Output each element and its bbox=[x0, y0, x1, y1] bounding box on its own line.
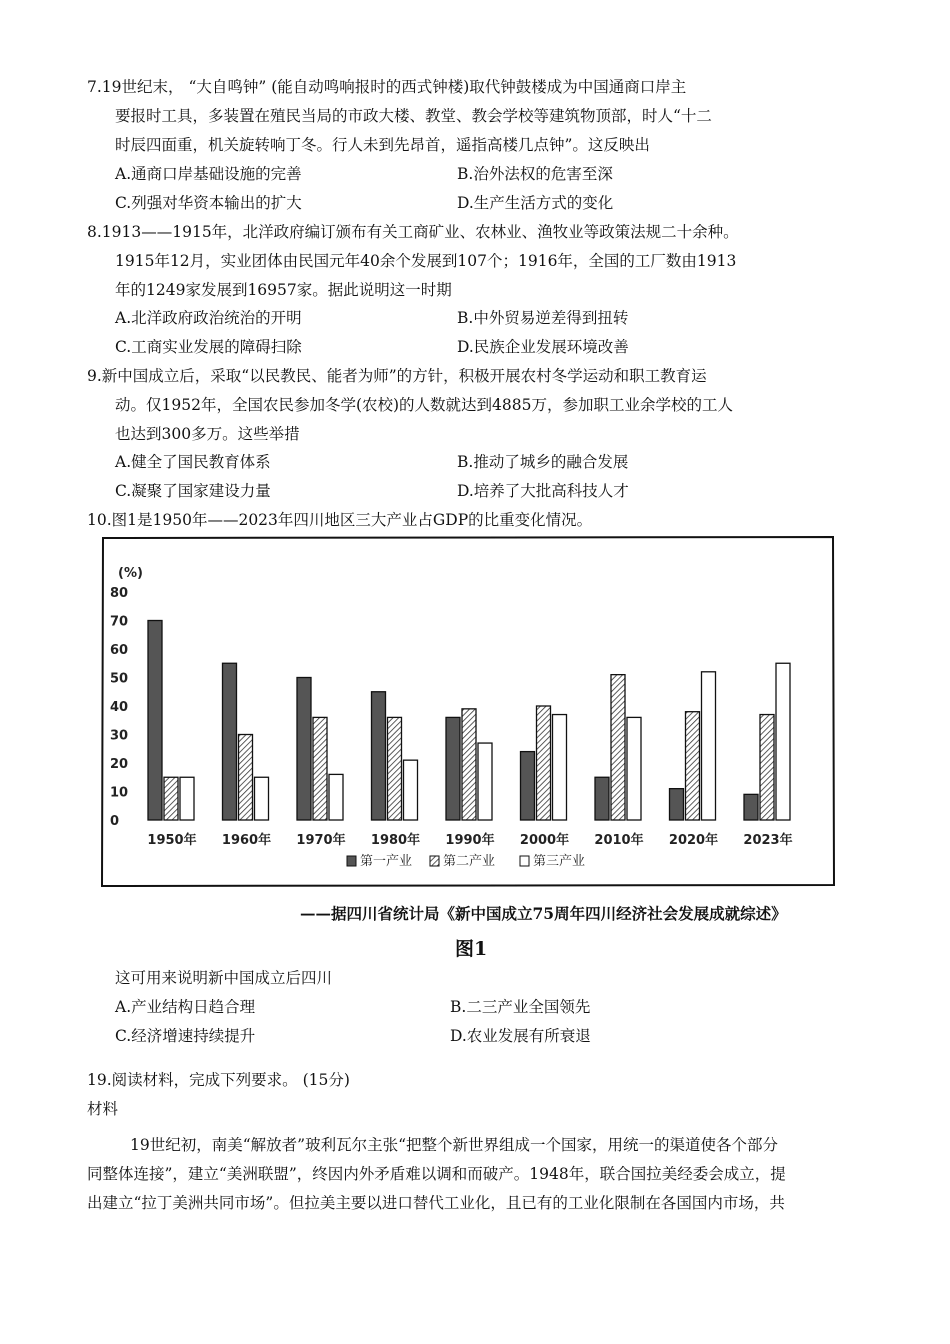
q19-line-2: 同整体连接”，建立“美洲联盟”，终因内外矛盾难以调和而破产。1948年，联合国拉美经委会成立，提 bbox=[87, 1165, 786, 1183]
q7-option-c[interactable]: C.列强对华资本输出的扩大 bbox=[115, 194, 302, 212]
q10-option-d[interactable]: D.农业发展有所衰退 bbox=[450, 1027, 591, 1045]
bar-第二产业-2000年 bbox=[537, 706, 551, 820]
q7-option-a[interactable]: A.通商口岸基础设施的完善 bbox=[115, 165, 302, 183]
y-tick-label: 70 bbox=[110, 614, 129, 630]
q8-option-c[interactable]: C.工商实业发展的障碍扫除 bbox=[115, 338, 302, 356]
bar-第二产业-1990年 bbox=[462, 709, 476, 820]
q10-stem: 这可用来说明新中国成立后四川 bbox=[115, 969, 333, 987]
legend-swatch-第一产业 bbox=[347, 856, 356, 866]
q9-line-3: 也达到300多万。这些举措 bbox=[115, 425, 300, 443]
x-tick-label: 1970年 bbox=[296, 833, 346, 848]
bar-第二产业-1960年 bbox=[239, 735, 253, 821]
q10-intro: 10.图1是1950年——2023年四川地区三大产业占GDP的比重变化情况。 bbox=[87, 511, 593, 529]
q7-option-d[interactable]: D.生产生活方式的变化 bbox=[457, 194, 614, 212]
bar-第一产业-2020年 bbox=[670, 789, 684, 820]
q8-option-b[interactable]: B.中外贸易逆差得到扭转 bbox=[457, 309, 629, 327]
q19-material-label: 材料 bbox=[87, 1100, 119, 1118]
bar-chart bbox=[100, 535, 836, 888]
x-tick-label: 1950年 bbox=[147, 833, 197, 848]
bar-第三产业-1970年 bbox=[329, 774, 343, 820]
bar-第三产业-1950年 bbox=[180, 777, 194, 820]
q9-option-d[interactable]: D.培养了大批高科技人才 bbox=[457, 482, 629, 500]
x-tick-label: 1990年 bbox=[445, 833, 495, 848]
x-tick-label: 1960年 bbox=[221, 833, 272, 848]
q8-option-d[interactable]: D.民族企业发展环境改善 bbox=[457, 338, 629, 356]
y-tick-label: 20 bbox=[110, 757, 129, 772]
bar-第二产业-2020年 bbox=[686, 712, 700, 820]
q8-line-1: 8.1913——1915年，北洋政府编订颁布有关工商矿业、农林业、渔牧业等政策法规二十余种。 bbox=[87, 223, 739, 241]
y-axis-unit-label: (%) bbox=[118, 566, 143, 581]
bar-第二产业-2023年 bbox=[760, 715, 774, 820]
q10-option-a[interactable]: A.产业结构日趋合理 bbox=[115, 998, 256, 1016]
bar-第二产业-1970年 bbox=[313, 717, 327, 820]
legend-swatch-第三产业 bbox=[520, 856, 529, 866]
x-tick-label: 2000年 bbox=[519, 833, 570, 848]
bar-第三产业-2000年 bbox=[553, 715, 567, 820]
x-tick-label: 2023年 bbox=[743, 833, 793, 848]
q7-line-3: 时辰四面重，机关旋转响丁冬。行人未到先昂首，遥指高楼几点钟”。这反映出 bbox=[115, 136, 650, 154]
x-tick-label: 2020年 bbox=[668, 833, 719, 848]
q9-line-2: 动。仅1952年，全国农民参加冬学(农校)的人数就达到4885万，参加职工业余学校的工人 bbox=[115, 396, 733, 414]
q8-line-3: 年的1249家发展到16957家。据此说明这一时期 bbox=[115, 281, 452, 299]
q19-line-3: 出建立“拉丁美洲共同市场”。但拉美主要以进口替代工业化，且已有的工业化限制在各国国内市场，共 bbox=[87, 1194, 785, 1212]
bar-第三产业-1980年 bbox=[404, 760, 418, 820]
y-tick-label: 50 bbox=[110, 671, 129, 687]
bar-第三产业-2010年 bbox=[627, 717, 641, 820]
legend-swatch-第二产业 bbox=[430, 856, 439, 866]
q9-option-c[interactable]: C.凝聚了国家建设力量 bbox=[115, 482, 271, 500]
y-tick-label: 30 bbox=[110, 728, 129, 744]
chart-figure bbox=[100, 535, 836, 888]
q7-line-2: 要报时工具，多装置在殖民当局的市政大楼、教堂、教会学校等建筑物顶部，时人“十二 bbox=[115, 107, 712, 125]
figure-label: 图1 bbox=[455, 938, 488, 960]
q7-line-1: 7.19世纪末， “大自鸣钟” (能自动鸣响报时的西式钟楼)取代钟鼓楼成为中国通商口岸主 bbox=[87, 78, 687, 96]
q19-line-1: 19世纪初，南美“解放者”玻利瓦尔主张“把整个新世界组成一个国家，用统一的渠道使各个部分 bbox=[130, 1136, 778, 1154]
bar-第二产业-2010年 bbox=[611, 675, 625, 820]
bar-第二产业-1980年 bbox=[388, 717, 402, 820]
q7-option-b[interactable]: B.治外法权的危害至深 bbox=[457, 165, 613, 183]
y-tick-label: 10 bbox=[110, 785, 129, 801]
q10-option-c[interactable]: C.经济增速持续提升 bbox=[115, 1027, 256, 1045]
bar-第一产业-1950年 bbox=[148, 621, 162, 821]
bar-第三产业-1990年 bbox=[478, 743, 492, 820]
q19-title: 19.阅读材料，完成下列要求。 (15分) bbox=[87, 1071, 350, 1089]
x-tick-label: 1980年 bbox=[370, 833, 421, 848]
bar-第一产业-1980年 bbox=[372, 692, 386, 820]
bar-第三产业-2023年 bbox=[776, 663, 790, 820]
bar-第二产业-1950年 bbox=[164, 777, 178, 820]
legend-label: 第二产业 bbox=[443, 854, 496, 869]
x-tick-label: 2010年 bbox=[594, 833, 644, 848]
bar-第一产业-2023年 bbox=[744, 794, 758, 820]
bar-第一产业-1960年 bbox=[223, 663, 237, 820]
bar-第一产业-2010年 bbox=[595, 777, 609, 820]
bar-第一产业-1990年 bbox=[446, 717, 460, 820]
y-tick-label: 0 bbox=[110, 814, 120, 829]
bar-第一产业-1970年 bbox=[297, 678, 311, 821]
legend-label: 第一产业 bbox=[360, 854, 413, 869]
q9-option-b[interactable]: B.推动了城乡的融合发展 bbox=[457, 453, 629, 471]
bar-第三产业-2020年 bbox=[702, 672, 716, 820]
figure-source: ——据四川省统计局《新中国成立75周年四川经济社会发展成就综述》 bbox=[300, 904, 787, 923]
q9-line-1: 9.新中国成立后，采取“以民教民、能者为师”的方针，积极开展农村冬学运动和职工教育运 bbox=[87, 367, 707, 385]
y-tick-label: 40 bbox=[110, 700, 129, 715]
bar-第三产业-1960年 bbox=[255, 777, 269, 820]
q8-option-a[interactable]: A.北洋政府政治统治的开明 bbox=[115, 309, 302, 327]
y-tick-label: 60 bbox=[110, 643, 129, 658]
q10-option-b[interactable]: B.二三产业全国领先 bbox=[450, 998, 591, 1016]
q9-option-a[interactable]: A.健全了国民教育体系 bbox=[115, 453, 271, 471]
q8-line-2: 1915年12月，实业团体由民国元年40余个发展到107个；1916年，全国的工厂数由1913 bbox=[115, 252, 737, 270]
legend-label: 第三产业 bbox=[533, 854, 586, 869]
bar-第一产业-2000年 bbox=[521, 752, 535, 820]
y-tick-label: 80 bbox=[110, 586, 129, 601]
